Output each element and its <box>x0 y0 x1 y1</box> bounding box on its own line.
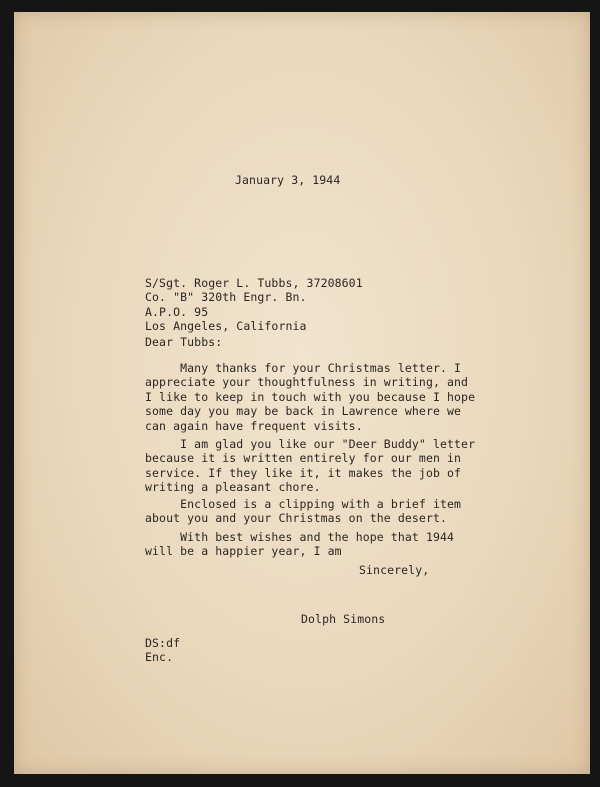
paragraph-line: With best wishes and the hope that 1944 <box>145 530 455 544</box>
letter-page <box>14 12 590 774</box>
reference-line: DS:df <box>145 636 181 650</box>
salutation: Dear Tubbs: <box>145 335 223 349</box>
paragraph-line: about you and your Christmas on the desert. <box>145 511 448 526</box>
paragraph-line: some day you may be back in Lawrence where we <box>145 404 462 419</box>
closing: Sincerely, <box>359 563 430 577</box>
paragraph-line: will be a happier year, I am <box>145 544 342 559</box>
body-paragraph-wishes <box>145 530 454 559</box>
body-paragraph-enclosure <box>145 497 461 526</box>
address-line: Co. "B" 320th Engr. Bn. <box>145 290 307 305</box>
address-line: Los Angeles, California <box>145 319 307 334</box>
paragraph-line: because it is written entirely for our men in <box>145 451 462 466</box>
paragraph-line: can again have frequent visits. <box>145 418 363 433</box>
signer-name: Dolph Simons <box>301 612 386 626</box>
address-line: S/Sgt. Roger L. Tubbs, 37208601 <box>145 276 363 290</box>
reference-line: Enc. <box>145 650 174 665</box>
paragraph-line: service. If they like it, it makes the job of <box>145 465 462 480</box>
paragraph-line: writing a pleasant chore. <box>145 480 321 495</box>
letter-date: January 3, 1944 <box>235 173 341 187</box>
recipient-address <box>145 276 363 334</box>
paragraph-line: I am glad you like our "Deer Buddy" letter <box>145 437 476 451</box>
paragraph-line: I like to keep in touch with you because I hope <box>145 389 476 404</box>
body-paragraph-letter <box>145 437 475 495</box>
paragraph-line: Enclosed is a clipping with a brief item <box>145 497 462 511</box>
reference-initials <box>145 636 180 665</box>
address-line: A.P.O. 95 <box>145 304 209 319</box>
paragraph-line: Many thanks for your Christmas letter. I <box>145 361 462 375</box>
body-paragraph-thanks <box>145 361 475 433</box>
paragraph-line: appreciate your thoughtfulness in writing, and <box>145 375 469 390</box>
